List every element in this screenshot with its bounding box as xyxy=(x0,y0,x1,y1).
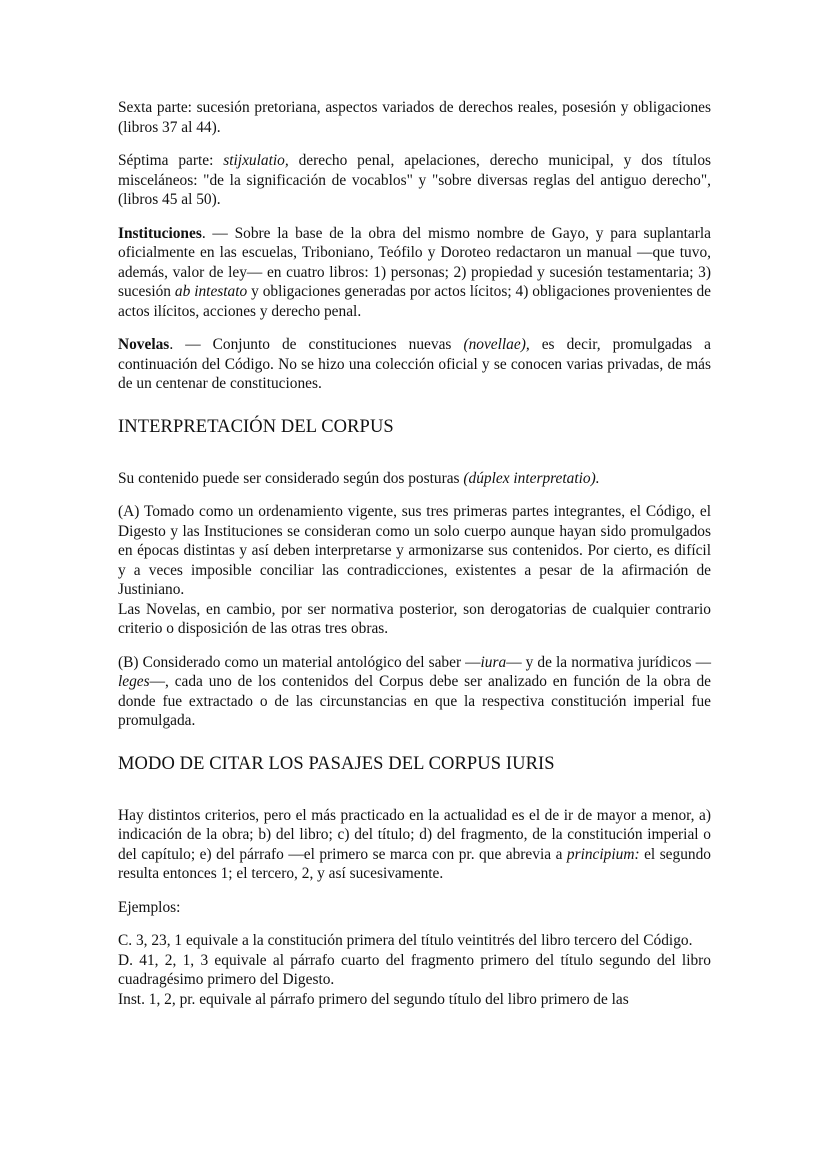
paragraph-text: Sexta parte: sucesión pretoriana, aspectos variados de derechos reales, posesión y obligaciones (libros 37 al 44). xyxy=(118,99,711,136)
italic-term: leges xyxy=(118,673,150,690)
example-line: C. 3, 23, 1 equivale a la constitución primera del título veintitrés del libro tercero del Código. xyxy=(118,932,693,949)
section-heading-modo-de-citar: MODO DE CITAR LOS PASAJES DEL CORPUS IURIS xyxy=(118,753,555,774)
paragraph-text: Séptima parte: xyxy=(118,152,224,169)
italic-term: (dúplex interpretatio). xyxy=(463,469,600,487)
paragraph-text: — y de la normativa jurídicos — xyxy=(506,653,711,671)
example-line: Inst. 1, 2, pr. equivale al párrafo primero del segundo título del libro primero de las xyxy=(118,990,629,1008)
paragraph-sexta-parte xyxy=(118,98,711,137)
paragraph-text: es decir, promulgadas a continuación del Código. No se hizo una colección oficial y se conocen varias privadas, de más de un centenar de constituciones. xyxy=(118,336,711,392)
italic-term: ab intestato xyxy=(174,283,248,300)
paragraph-instituciones xyxy=(118,224,711,322)
paragraph-text: Las Novelas, en cambio, por ser normativa posterior, son derogatorias de cualquier contrario criterio o disposición de las otras tres obras. xyxy=(118,600,711,637)
italic-term: iura xyxy=(480,653,507,671)
paragraph-postura-b xyxy=(118,653,711,731)
example-line: D. 41, 2, 1, 3 equivale al párrafo cuarto del fragmento primero del título segundo del libro cuadragésimo primero del Digesto. xyxy=(118,951,711,988)
paragraph-examples xyxy=(118,931,711,1009)
section-heading-interpretacion: INTERPRETACIÓN DEL CORPUS xyxy=(118,416,394,437)
paragraph-text: (A) Tomado como un ordenamiento vigente, sus tres primeras partes integrantes, el Código, el Digesto y las Instituciones se consideran como un solo cuerpo aunque hayan sido promulgados en épocas distintas y así deben interpretarse y armonizarse sus contenidos. Por cierto, es difícil y a veces imposible conciliar las contradicciones, existentes a pesar de la afirmación de Justiniano. xyxy=(118,503,711,598)
paragraph-text: Hay distintos criterios, pero el más practicado en la actualidad es el de ir de mayor a menor, a) indicación de la obra; b) del libro; c) del título; d) del fragmento, de la constitución imperial o del capítulo; e) del párrafo —el primero se marca con pr. que abrevia a xyxy=(118,806,711,863)
paragraph-text: . — Conjunto de constituciones nuevas xyxy=(169,336,464,353)
paragraph-septima-parte xyxy=(118,151,711,210)
paragraph-text: el segundo resulta entonces 1; el tercero, 2, y así sucesivamente. xyxy=(118,845,711,882)
paragraph-postura-a xyxy=(118,502,711,639)
paragraph-novelas xyxy=(118,335,711,394)
italic-term: principium: xyxy=(566,845,640,863)
paragraph-criterios xyxy=(118,806,711,884)
paragraph-text: . — Sobre la base de la obra del mismo nombre de Gayo, y para suplantarla oficialmente en las escuelas, Triboniano, Teófilo y Doroteo redactaron un manual —que tuvo, además, valor de ley— en cuatro libros: 1) personas; 2) propiedad y sucesión testamentaria; 3) sucesión xyxy=(118,224,711,300)
paragraph-text: Ejemplos: xyxy=(118,898,181,916)
bold-term: Instituciones xyxy=(118,224,202,242)
paragraph-text: y obligaciones generadas por actos lícitos; 4) obligaciones provenientes de actos ilícitos, acciones y derecho penal. xyxy=(118,283,712,320)
document-page xyxy=(118,98,711,1009)
bold-term: Novelas xyxy=(118,336,170,353)
paragraph-intro-posturas xyxy=(118,469,711,489)
paragraph-text: (B) Considerado como un material antológico del saber — xyxy=(118,653,481,671)
italic-term: stijxulatio, xyxy=(223,152,289,169)
paragraph-text: derecho penal, apelaciones, derecho municipal, y dos títulos misceláneos: "de la significación de vocablos" y "sobre diversas reglas del antiguo derecho", (libros 45 al 50). xyxy=(118,152,712,208)
italic-term: (novellae), xyxy=(463,336,530,353)
paragraph-text: —, cada uno de los contenidos del Corpus debe ser analizado en función de la obra de donde fue extractado o de las circunstancias en que la respectiva constitución imperial fue promulgada. xyxy=(118,673,711,729)
paragraph-ejemplos-label xyxy=(118,898,711,918)
paragraph-text: Su contenido puede ser considerado según dos posturas xyxy=(118,469,464,487)
